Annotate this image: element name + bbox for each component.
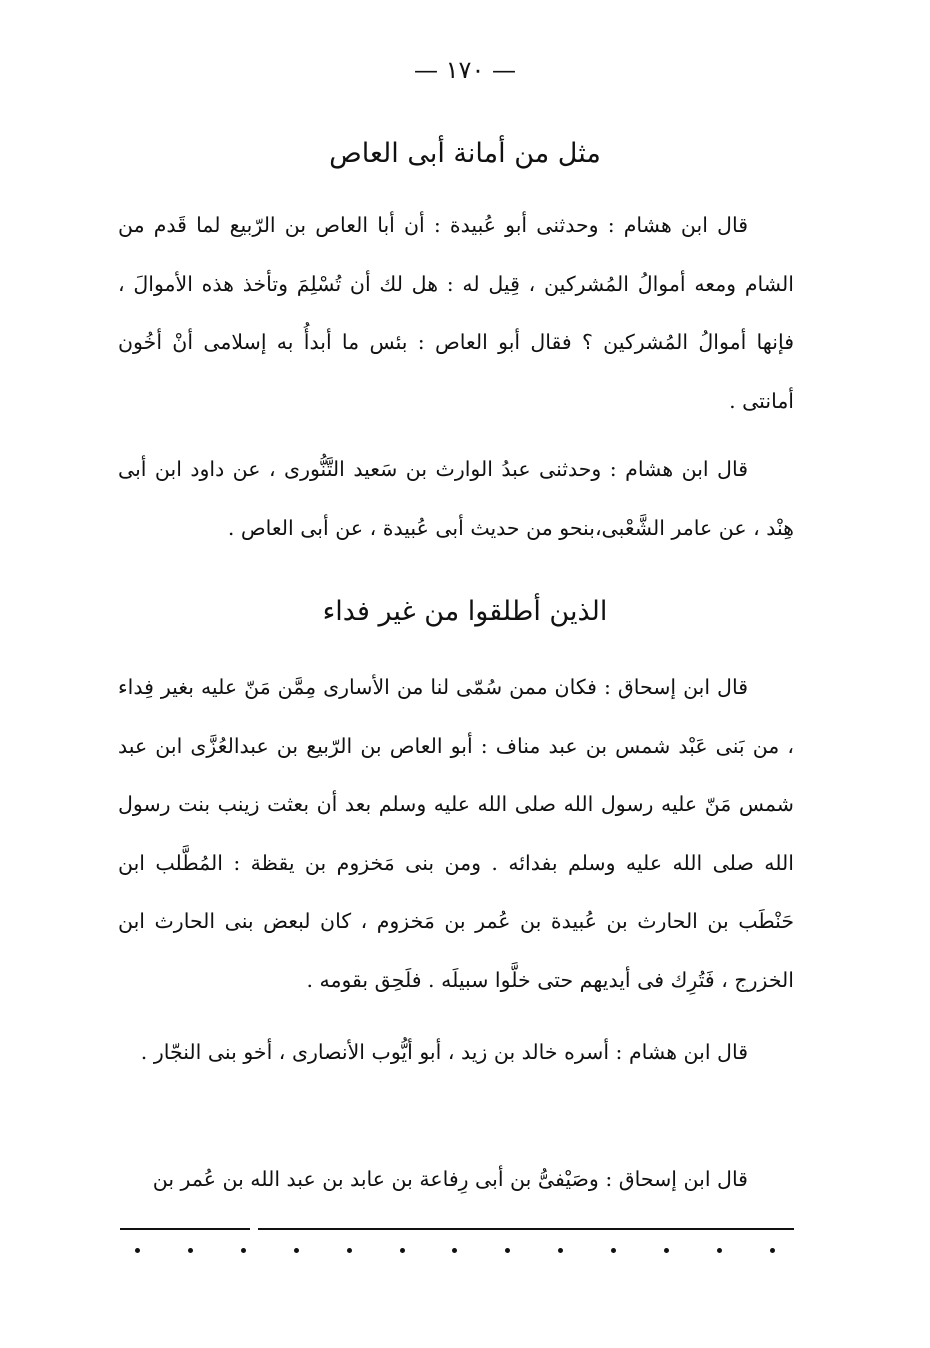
dot <box>717 1248 722 1253</box>
dot <box>452 1248 457 1253</box>
dot <box>241 1248 246 1253</box>
section-heading: مثل من أمانة أبى العاص <box>329 138 601 169</box>
footnote-rule-right <box>258 1228 794 1230</box>
paragraph: قال ابن هشام : أسره خالد بن زيد ، أبو أيُّوب الأنصارى ، أخو بنى النجّار . <box>140 1040 748 1064</box>
footnote-dots <box>135 1248 775 1253</box>
dot <box>135 1248 140 1253</box>
paragraph: قال ابن إسحاق : وصَيْفىُّ بن أبى رِفاعة بن عابد بن عبد الله بن عُمر بن <box>152 1167 748 1191</box>
section-heading: الذين أطلقوا من غير فداء <box>322 596 608 627</box>
dot <box>505 1248 510 1253</box>
dot <box>347 1248 352 1253</box>
dot <box>664 1248 669 1253</box>
dot <box>770 1248 775 1253</box>
dot <box>611 1248 616 1253</box>
footnote-rule-left <box>120 1228 250 1230</box>
dot <box>400 1248 405 1253</box>
dot <box>558 1248 563 1253</box>
page-number: — ١٧٠ — <box>414 56 516 84</box>
dot <box>294 1248 299 1253</box>
paragraph: قال ابن هشام : وحدثنى عبدُ الوارث بن سَعيد التَّنُّورى ، عن داود ابن أبى هِنْد ، عن عامر الشَّعْبى،بنحو من حديث أبى عُبيدة ، عن أبى العاص . <box>118 457 794 540</box>
paragraph: قال ابن إسحاق : فكان ممن سُمّى لنا من الأسارى مِمَّن مَنّ عليه بغير فِداء ، من بَنى عَبْد شمس بن عبد مناف : أبو العاص بن الرّبيع بن عبدالعُزَّى ابن عبد شمس مَنّ عليه رسول الله صلى الله عليه وسلم بعد أن بعثت زينب بنت رسول الله صلى الله عليه وسلم بفدائه . ومن بنى مَخزوم بن يقظة : المُطَّلب ابن حَنْطَب بن الحارث بن عُبيدة بن عُمر بن مَخزوم ، كان لبعض بنى الحارث ابن الخزرج ، فَتُرِك فى أيديهم حتى خلَّوا سبيلَه . فلَحِق بقومه . <box>118 675 794 992</box>
dot <box>188 1248 193 1253</box>
paragraph: قال ابن هشام : وحدثنى أبو عُبيدة : أن أبا العاص بن الرّبيع لما قَدم من الشام ومعه أموالُ المُشركين ، قِيل له : هل لك أن تُسْلِمَ وتأخذ هذه الأموالَ ، فإنها أموالُ المُشركين ؟ فقال أبو العاص : بئس ما أبدأُ به إسلامى أنْ أخُون أمانتى . <box>118 213 794 413</box>
